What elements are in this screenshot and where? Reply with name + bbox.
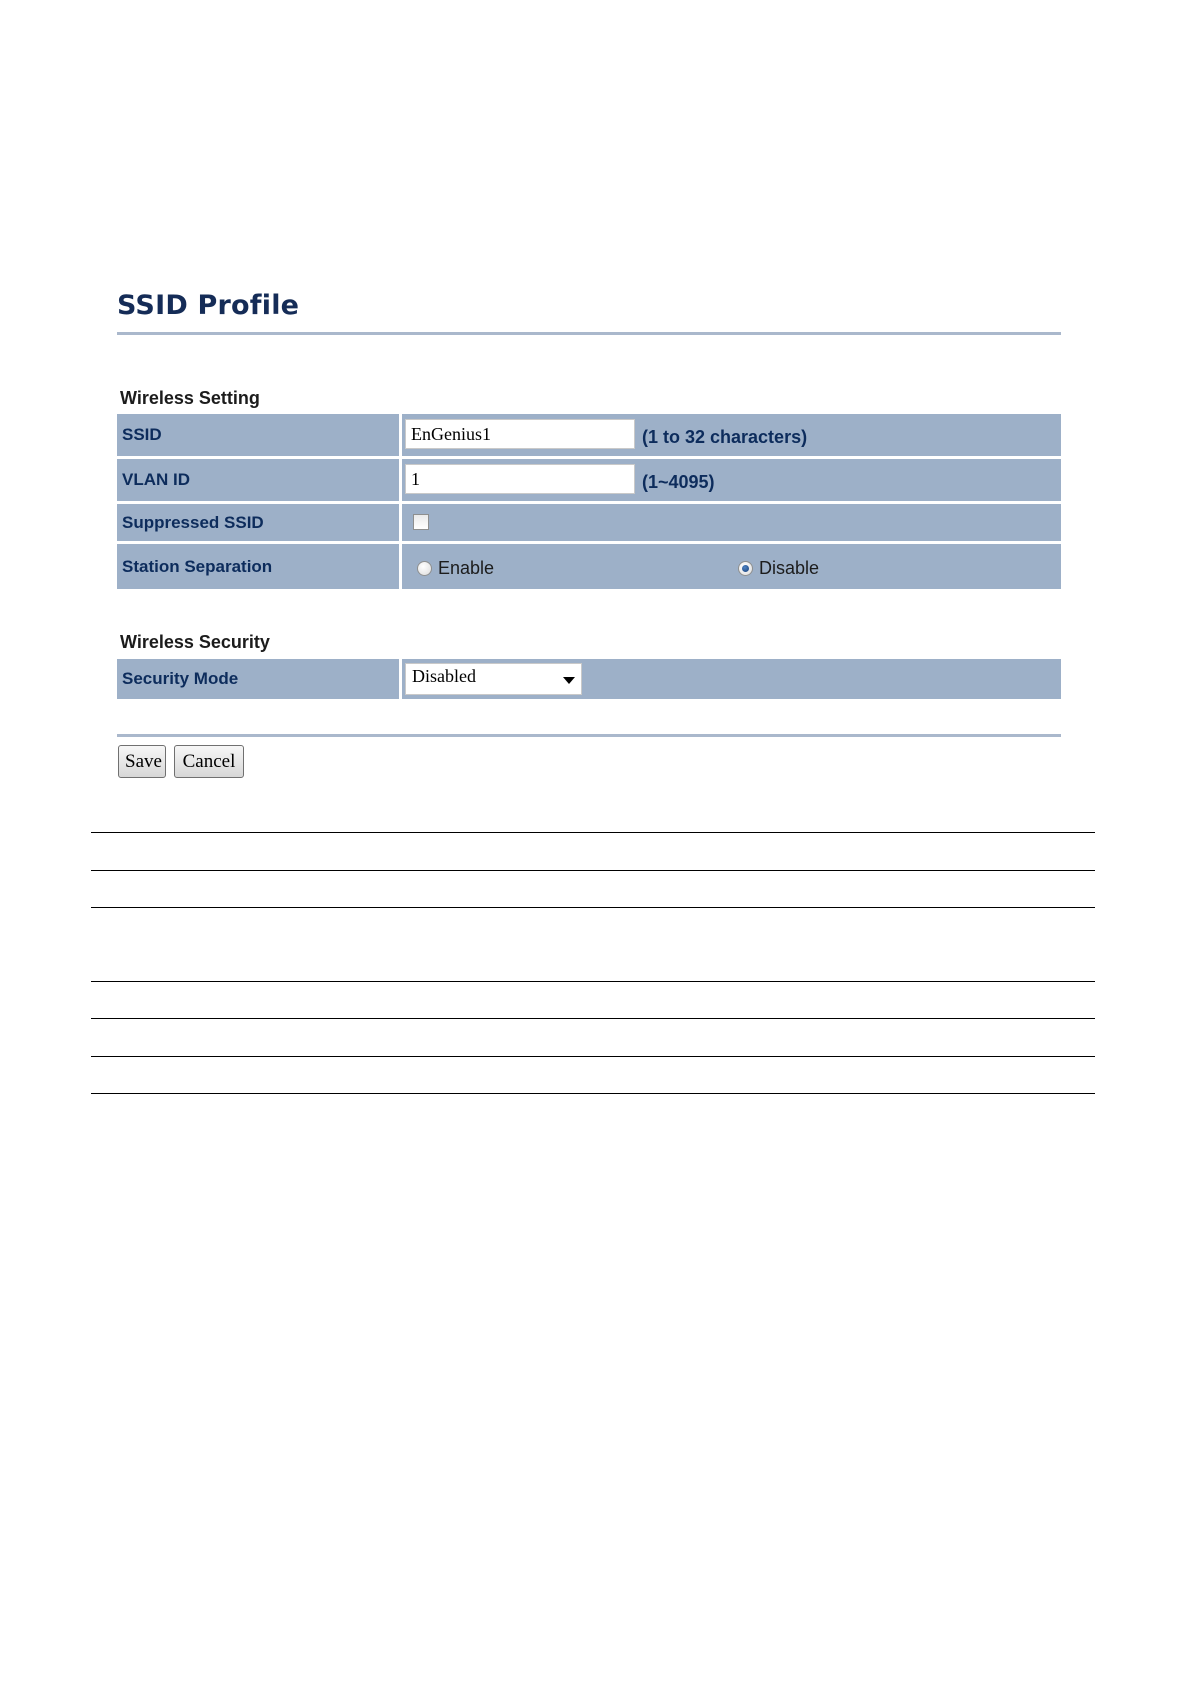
station-separation-value-cell [402, 544, 1061, 589]
station-separation-row [117, 544, 1061, 589]
security-mode-value-cell [402, 659, 1061, 699]
wireless-setting-heading: Wireless Setting [120, 388, 260, 408]
disable-radio-label: Disable [759, 558, 820, 578]
ssid-value-cell [402, 414, 1061, 456]
table-rule [91, 1056, 1095, 1057]
vlan-id-label: VLAN ID [117, 459, 399, 501]
security-mode-selected-value: Disabled [412, 666, 476, 686]
ssid-row [117, 414, 1061, 456]
station-separation-label: Station Separation [117, 544, 399, 589]
table-rule [91, 1093, 1095, 1094]
station-separation-disable-option[interactable] [738, 558, 819, 579]
wireless-security-table [117, 659, 1061, 702]
security-mode-select[interactable] [405, 663, 582, 695]
suppressed-ssid-label: Suppressed SSID [117, 504, 399, 541]
save-button[interactable]: Save [118, 745, 166, 778]
cancel-button[interactable]: Cancel [174, 745, 244, 778]
wireless-setting-table [117, 414, 1061, 592]
suppressed-ssid-row [117, 504, 1061, 541]
ssid-input[interactable] [405, 419, 635, 449]
enable-radio[interactable] [417, 561, 432, 576]
vlan-id-row [117, 459, 1061, 501]
table-rule [91, 907, 1095, 908]
security-mode-label: Security Mode [117, 659, 399, 699]
page-title: SSID Profile [117, 290, 300, 321]
ssid-hint: (1 to 32 characters) [642, 427, 808, 447]
title-divider [117, 332, 1061, 335]
form-bottom-divider [117, 734, 1061, 737]
vlan-id-value-cell [402, 459, 1061, 501]
station-separation-enable-option[interactable] [417, 558, 494, 579]
wireless-security-heading: Wireless Security [120, 632, 270, 652]
table-rule [91, 1018, 1095, 1019]
vlan-id-input[interactable] [405, 464, 635, 494]
table-rule [91, 981, 1095, 982]
table-rule [91, 832, 1095, 833]
chevron-down-icon [563, 677, 575, 684]
suppressed-ssid-value-cell [402, 504, 1061, 541]
disable-radio[interactable] [738, 561, 753, 576]
table-rule [91, 870, 1095, 871]
vlan-id-hint: (1~4095) [642, 472, 715, 492]
suppressed-ssid-checkbox[interactable] [413, 514, 429, 530]
security-mode-row [117, 659, 1061, 699]
ssid-label: SSID [117, 414, 399, 456]
enable-radio-label: Enable [438, 558, 495, 578]
